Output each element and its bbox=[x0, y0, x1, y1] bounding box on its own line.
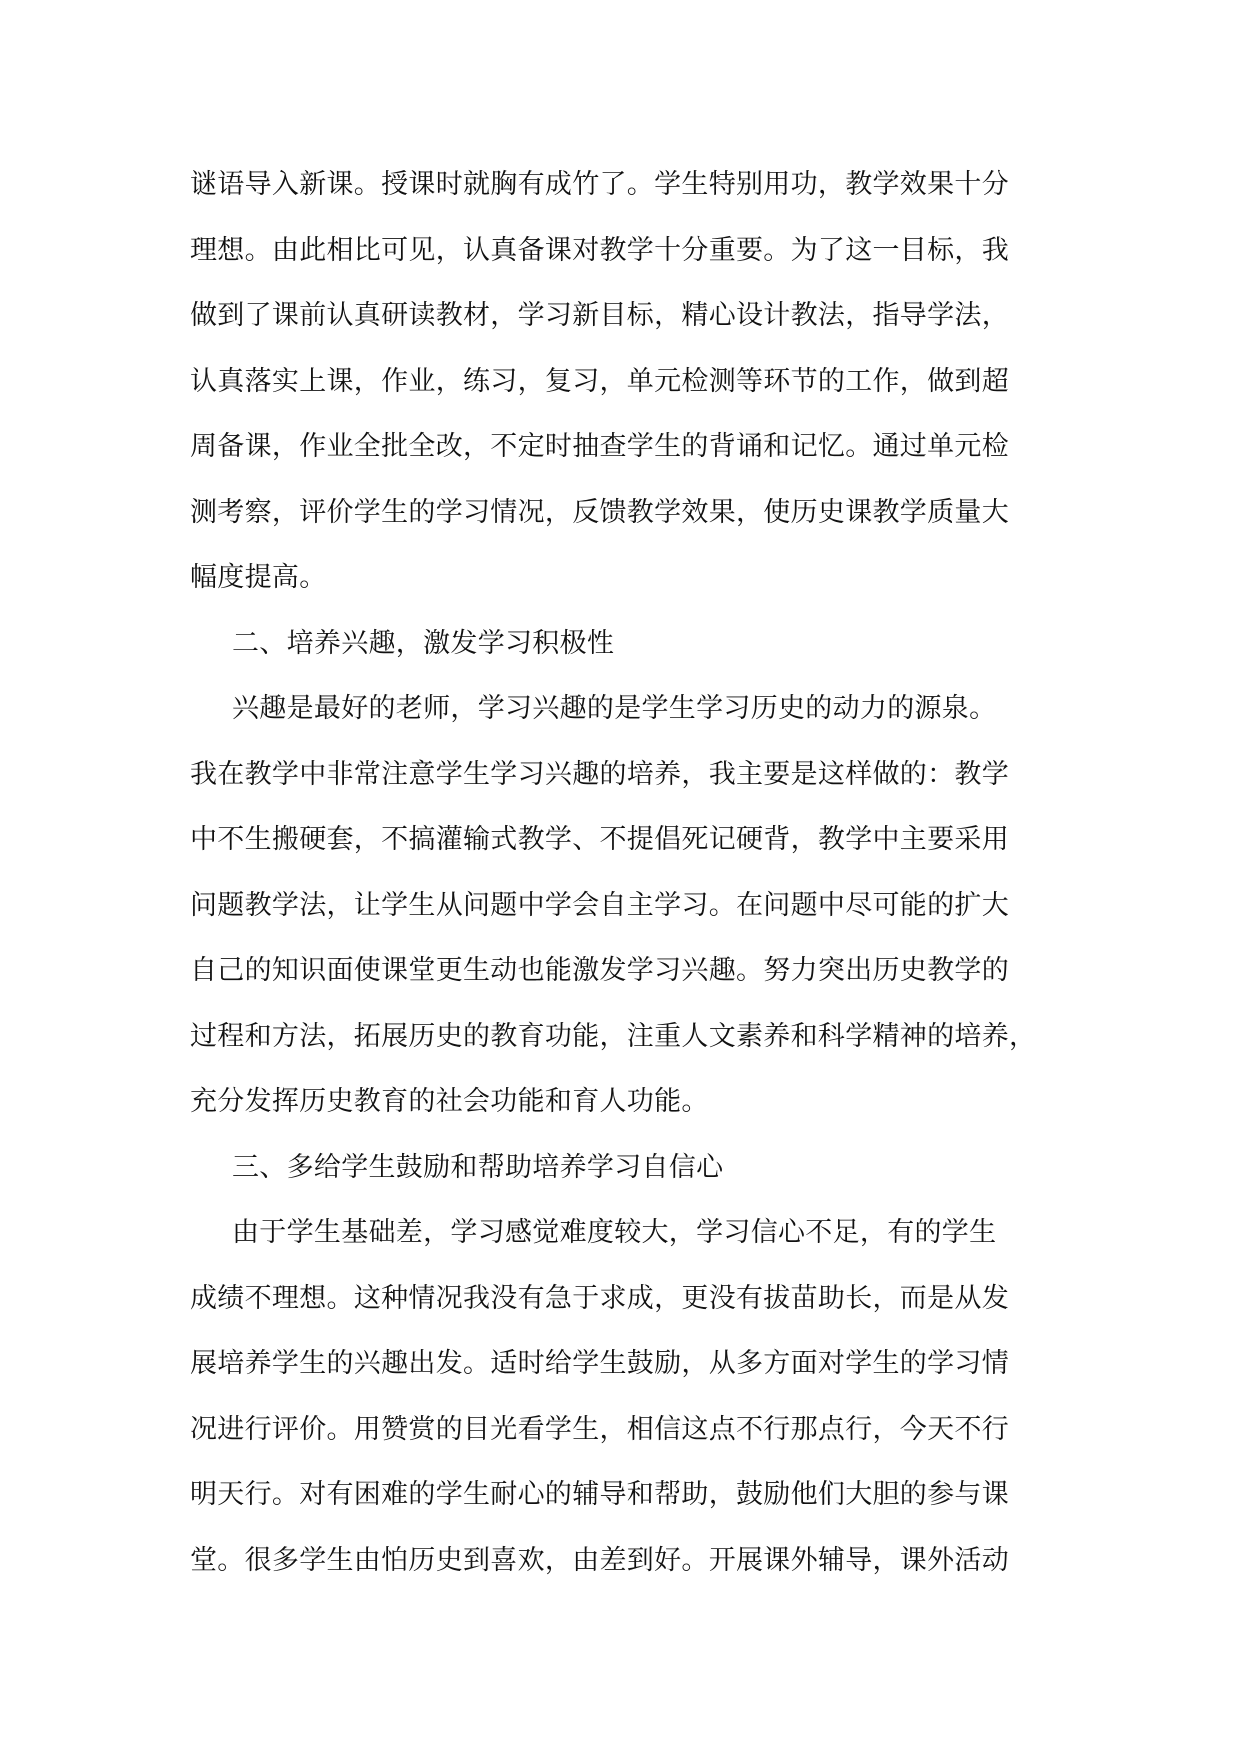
text-line: 过程和方法，拓展历史的教育功能，注重人文素养和科学精神的培养， bbox=[190, 1020, 1037, 1052]
text-line: 中不生搬硬套，不搞灌输式教学、不提倡死记硬背，教学中主要采用 bbox=[190, 824, 1009, 855]
text-line: 况进行评价。用赞赏的目光看学生，相信这点不行那点行，今天不行 bbox=[190, 1413, 1009, 1445]
paragraph-start: 兴趣是最好的老师，学习兴趣的是学生学习历史的动力的源泉。 bbox=[232, 693, 997, 724]
text-line: 明天行。对有困难的学生耐心的辅导和帮助，鼓励他们大胆的参与课 bbox=[190, 1479, 1009, 1510]
text-line: 充分发挥历史教育的社会功能和育人功能。 bbox=[190, 1086, 709, 1117]
section-heading-3: 三、多给学生鼓励和帮助培养学习自信心 bbox=[232, 1151, 724, 1183]
text-line: 自己的知识面使课堂更生动也能激发学习兴趣。努力突出历史教学的 bbox=[190, 955, 1009, 986]
text-line: 谜语导入新课。授课时就胸有成竹了。学生特别用功，教学效果十分 bbox=[190, 169, 1009, 200]
text-line: 堂。很多学生由怕历史到喜欢，由差到好。开展课外辅导，课外活动 bbox=[190, 1544, 1009, 1576]
text-line: 幅度提高。 bbox=[190, 562, 327, 593]
text-line: 认真落实上课，作业，练习，复习，单元检测等环节的工作，做到超 bbox=[190, 365, 1009, 397]
text-line: 我在教学中非常注意学生学习兴趣的培养，我主要是这样做的：教学 bbox=[190, 758, 1009, 790]
text-line: 问题教学法，让学生从问题中学会自主学习。在问题中尽可能的扩大 bbox=[190, 889, 1009, 921]
text-line: 周备课，作业全批全改，不定时抽查学生的背诵和记忆。通过单元检 bbox=[190, 431, 1009, 462]
section-heading-2: 二、培养兴趣，激发学习积极性 bbox=[232, 627, 615, 659]
text-line: 测考察，评价学生的学习情况，反馈教学效果，使历史课教学质量大 bbox=[190, 496, 1009, 528]
text-line: 做到了课前认真研读教材，学习新目标，精心设计教法，指导学法， bbox=[190, 300, 1009, 331]
text-line: 展培养学生的兴趣出发。适时给学生鼓励，从多方面对学生的学习情 bbox=[190, 1348, 1009, 1379]
paragraph-start: 由于学生基础差，学习感觉难度较大，学习信心不足，有的学生 bbox=[232, 1217, 997, 1248]
body-text bbox=[190, 152, 1060, 1593]
text-line: 理想。由此相比可见，认真备课对教学十分重要。为了这一目标，我 bbox=[190, 234, 1009, 266]
text-line: 成绩不理想。这种情况我没有急于求成，更没有拔苗助长，而是从发 bbox=[190, 1282, 1009, 1314]
